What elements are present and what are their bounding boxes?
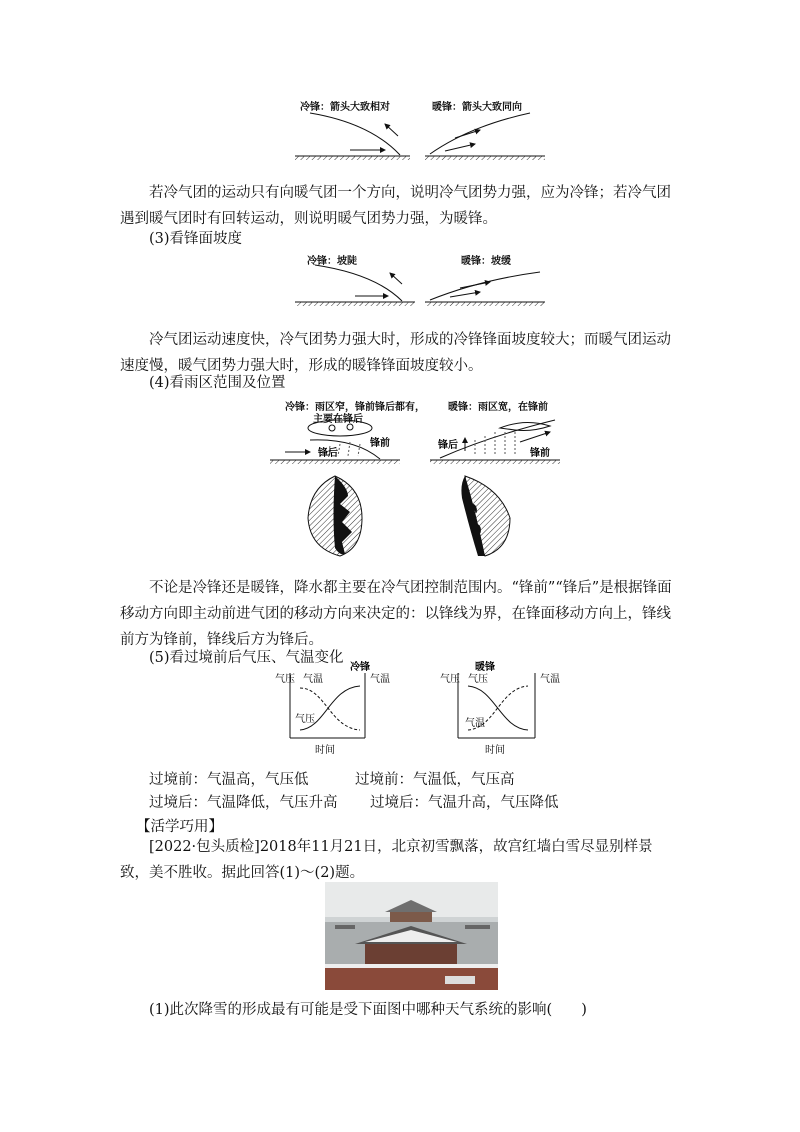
paragraph-arrow-direction: 若冷气团的运动只有向暖气团一个方向，说明冷气团势力强，应为冷锋；若冷气团遇到暖气团时有回转运动，则说明暖气团势力强，为暖锋。 <box>120 185 671 227</box>
cold-front-rain-label-2: 主要在锋后 <box>313 414 363 425</box>
right-front-label: 暖锋 <box>475 662 495 673</box>
row2-right: 过境后：气温升高，气压降低 <box>370 795 559 811</box>
heading-pressure-temp: (5)看过境前后气压、气温变化 <box>149 650 344 666</box>
right-curve1: 气压 <box>468 674 488 685</box>
warm-front-arrow-label: 暖锋：箭头大致同向 <box>432 102 522 113</box>
cold-front-slope-label: 冷锋：坡陡 <box>307 256 357 267</box>
right-y-right: 气温 <box>540 674 560 685</box>
left-curve2: 气压 <box>295 714 315 725</box>
paragraph-front-slope: 冷气团运动速度快，冷气团势力强大时，形成的冷锋锋面坡度较大；而暖气团运动速度慢，暖气团势力强大时，形成的暖锋锋面坡度较小。 <box>120 332 671 374</box>
pressure-temp-diagram <box>270 658 560 758</box>
warm-front-rain-label: 暖锋：雨区宽，在锋前 <box>448 402 548 413</box>
question-intro: [2022·包头质检]2018年11月21日，北京初雪飘落，故宫红墙白雪尽显别样景致，美不胜收。据此回答(1)～(2)题。 <box>120 839 653 881</box>
cold-after-label: 锋后 <box>318 448 338 459</box>
heading-front-slope: (3)看锋面坡度 <box>149 231 243 247</box>
warm-front-slope-label: 暖锋：坡缓 <box>461 256 511 267</box>
forbidden-city-photo <box>325 882 498 990</box>
section-heading: 【活学巧用】 <box>136 819 223 835</box>
cold-front-arrow-label: 冷锋：箭头大致相对 <box>300 102 390 113</box>
warm-before-label: 锋前 <box>530 448 550 459</box>
left-y-right: 气温 <box>370 674 390 685</box>
right-x: 时间 <box>485 745 505 756</box>
left-y-left: 气压 <box>275 674 295 685</box>
left-front-label: 冷锋 <box>350 662 370 673</box>
row1-left: 过境前：气温高，气压低 <box>149 772 309 788</box>
front-slope-diagram <box>290 262 550 312</box>
heading-rain-area: (4)看雨区范围及位置 <box>149 375 286 391</box>
front-arrow-diagram <box>290 108 550 168</box>
row2-left: 过境后：气温降低，气压升高 <box>149 795 338 811</box>
paragraph-rain-area: 不论是冷锋还是暖锋，降水都主要在冷气团控制范围内。“锋前”“锋后”是根据锋面移动方向即主动前进气团的移动方向来决定的：以锋线为界，在锋面移动方向上，锋线前方为锋前，锋线后方为锋后。 <box>120 580 672 648</box>
right-curve2: 气温 <box>465 718 485 729</box>
question-1: (1)此次降雪的形成最有可能是受下面图中哪种天气系统的影响( ) <box>149 1002 587 1018</box>
left-curve1: 气温 <box>303 674 323 685</box>
right-y-left: 气压 <box>440 674 460 685</box>
left-x: 时间 <box>315 745 335 756</box>
rain-area-diagram <box>270 418 560 568</box>
warm-after-label: 锋后 <box>438 440 458 451</box>
cold-before-label: 锋前 <box>370 438 390 449</box>
row1-right: 过境前：气温低，气压高 <box>355 772 515 788</box>
cold-front-rain-label-1: 冷锋：雨区窄，锋前锋后都有， <box>285 402 425 413</box>
